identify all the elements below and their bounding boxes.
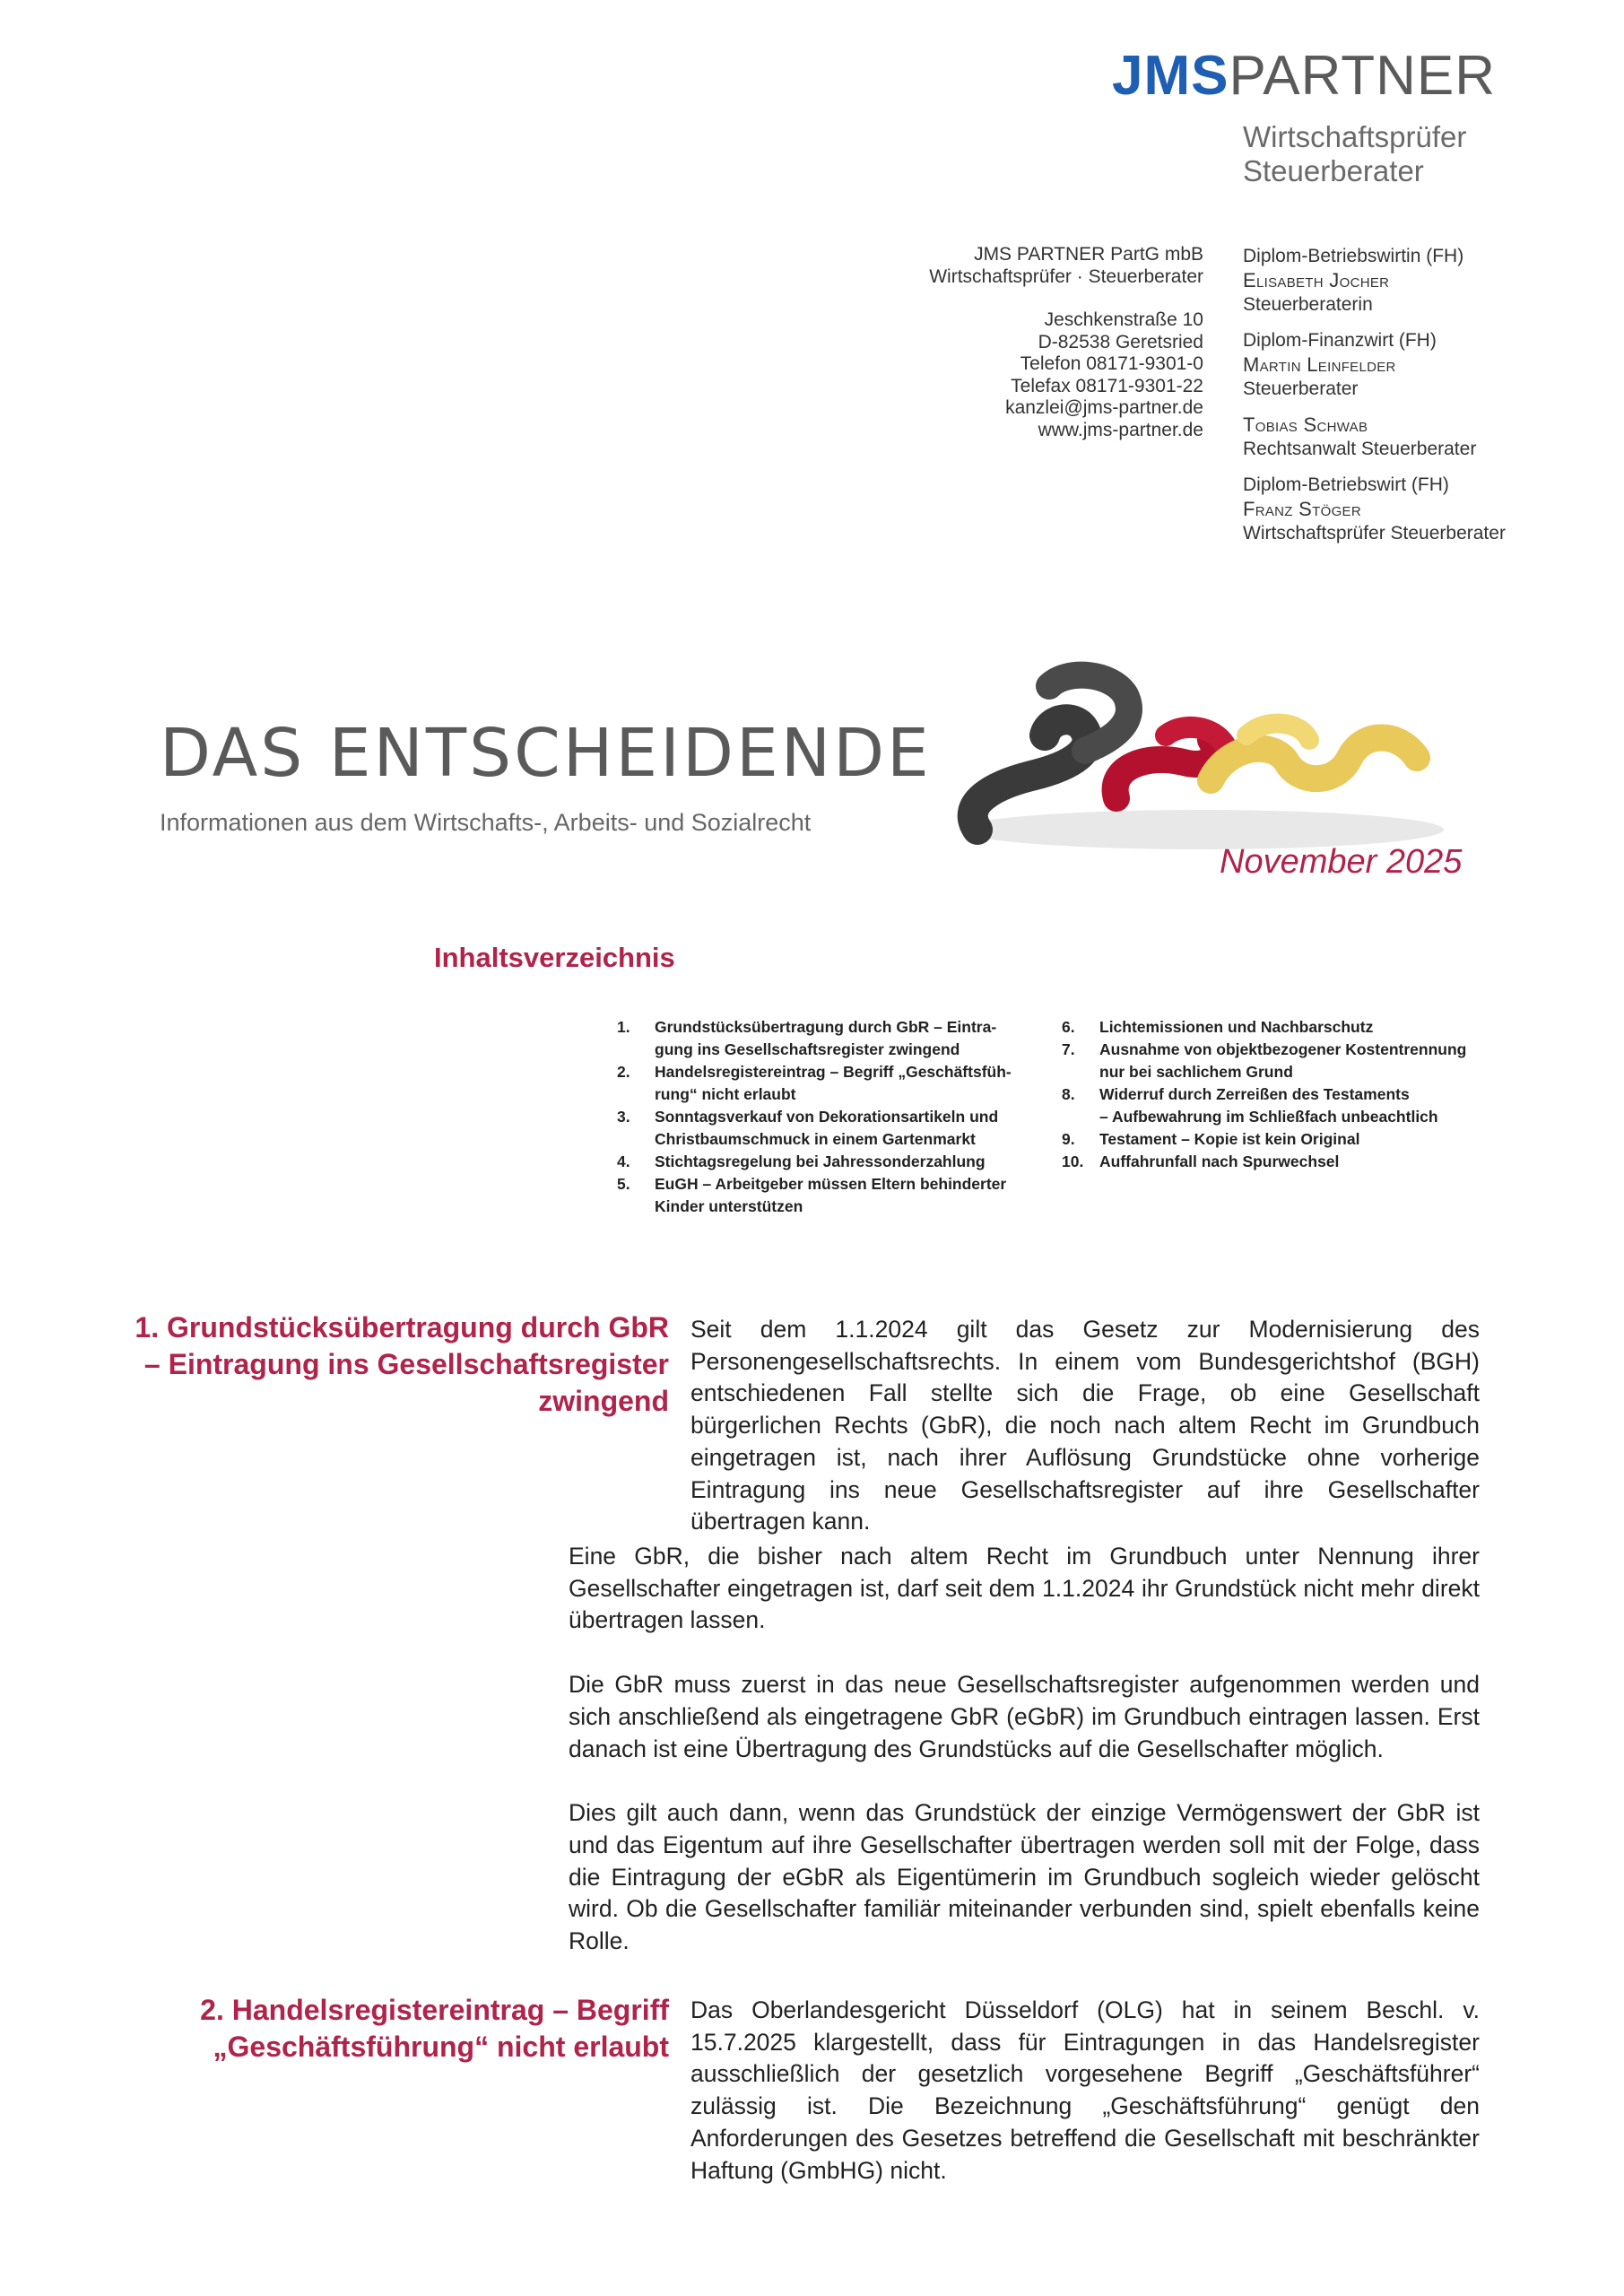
partner-degree: Diplom-Finanzwirt (FH) [1243, 330, 1437, 351]
toc-item[interactable] [617, 1016, 1029, 1061]
toc-item-text: Sonntagsverkauf von Dekorationsartikeln und [655, 1108, 999, 1126]
heading-line: zwingend [538, 1385, 669, 1417]
toc-item-text: Christbaumschmuck in einem Gartenmarkt [655, 1130, 976, 1148]
toc-item-number: 9. [1062, 1130, 1075, 1148]
office-city: D-82538 Geretsried [1038, 331, 1203, 352]
article-paragraph: Die GbR muss zuerst in das neue Gesellschaftsregister aufgenommen werden und sich anschließend als eingetragene GbR (eGbR) im Grundbuch eintragen lassen. Erst danach ist eine Übertragung des Grundstücks auf die Gesellschafter möglich. [569, 1671, 1480, 1762]
toc-item[interactable] [617, 1106, 1029, 1151]
toc-item-text: – Aufbewahrung im Schließfach unbeachtlich [1099, 1108, 1438, 1126]
toc-item-number: 8. [1062, 1085, 1075, 1103]
toc-item-text: Grundstücksübertragung durch GbR – Eintra- [655, 1018, 997, 1036]
article-paragraph: Das Oberlandesgericht Düsseldorf (OLG) hat in seinem Beschl. v. 15.7.2025 klargestellt, dass für Eintragungen in das Handelsregister ausschließlich der gesetzlich vorgesehene Begriff „Geschäftsführer“ zulässig ist. Die Bezeichnung „Geschäftsführung“ genügt den Anforderungen des Gesetzes betreffend die Gesellschaft mit beschränkter Haftung (GmbHG) nicht. [690, 1996, 1480, 2184]
paragraph-symbol-black [973, 675, 1129, 830]
partner-role: Steuerberater [1243, 378, 1359, 399]
article-1-intro [690, 1314, 1480, 1538]
heading-line: „Geschäftsführung“ nicht erlaubt [213, 2031, 669, 2063]
toc-item[interactable] [617, 1151, 1029, 1173]
office-firm-sub: Wirtschaftsprüfer · Steuerberater [929, 265, 1203, 287]
toc-item-number: 6. [1062, 1018, 1075, 1036]
office-website[interactable]: www.jms-partner.de [1038, 419, 1203, 440]
toc-item-text: Ausnahme von objektbezogener Kostentrennung [1099, 1040, 1467, 1058]
office-street: Jeschkenstraße 10 [1044, 309, 1203, 330]
logo-jms: JMS [1112, 45, 1229, 107]
toc-item-text: Kinder unterstützen [655, 1197, 803, 1215]
toc-title: Inhaltsverzeichnis [434, 942, 675, 973]
toc-item-text: Auffahrunfall nach Spurwechsel [1099, 1152, 1340, 1170]
partner-entry [1243, 244, 1506, 317]
toc-item[interactable] [1062, 1083, 1492, 1128]
toc-item-text: gung ins Gesellschaftsregister zwingend [655, 1040, 960, 1058]
toc-item-number: 5. [617, 1175, 630, 1193]
partner-role: Steuerberaterin [1243, 294, 1373, 315]
article-paragraph: Eine GbR, die bisher nach altem Recht im Grundbuch unter Nennung ihrer Gesellschafter eingetragen ist, darf seit dem 1.1.2024 ihr Grundstück nicht mehr direkt übertragen lassen. [569, 1543, 1480, 1634]
partner-name: Tobias Schwab [1243, 413, 1368, 436]
article-1-body [569, 1541, 1480, 1958]
paragraph-symbols-illustration [942, 650, 1462, 865]
logo-tagline [1243, 120, 1466, 188]
office-contact [929, 244, 1203, 441]
toc-item[interactable] [1062, 1016, 1492, 1039]
company-logo [1112, 47, 1496, 106]
paragraph-symbol-gold [1211, 724, 1417, 780]
toc-item[interactable] [1062, 1151, 1492, 1173]
logo-partner: PARTNER [1229, 45, 1497, 107]
article-paragraph: Seit dem 1.1.2024 gilt das Gesetz zur Modernisierung des Personengesellschaftsrechts. In einem vom Bundesgerichtshof (BGH) entschiedenen Fall stellte sich die Frage, ob eine Gesellschaft bürgerlichen Rechts (GbR), die noch nach altem Recht im Grundbuch eingetragen ist, nach ihrer Auflösung Grundstücke ohne vorherige Eintragung ins neue Gesellschaftsregister auf ihre Gesellschafter übertragen kann. [690, 1316, 1480, 1535]
heading-line: 2. Handelsregistereintrag – Begriff [200, 1994, 669, 2026]
office-phone: Telefon 08171-9301-0 [1020, 353, 1203, 374]
article-2-body [690, 1995, 1480, 2187]
toc-item-text: Testament – Kopie ist kein Original [1099, 1130, 1360, 1148]
toc-item-text: Handelsregistereintrag – Begriff „Geschäftsfüh- [655, 1063, 1012, 1081]
toc-item[interactable] [617, 1173, 1029, 1218]
toc-item-text: rung“ nicht erlaubt [655, 1085, 796, 1103]
partner-list [1243, 244, 1506, 557]
partner-name: Elisabeth Jocher [1243, 269, 1390, 291]
office-fax: Telefax 08171-9301-22 [1011, 375, 1203, 396]
toc-item[interactable] [1062, 1128, 1492, 1151]
toc-item-number: 10. [1062, 1152, 1084, 1170]
newsletter-title: DAS ENTSCHEIDENDE [160, 715, 932, 792]
article-1-heading [135, 1309, 669, 1420]
partner-degree: Diplom-Betriebswirtin (FH) [1243, 246, 1464, 266]
toc-item-number: 7. [1062, 1040, 1075, 1058]
toc-item-text: EuGH – Arbeitgeber müssen Eltern behinderter [655, 1175, 1007, 1193]
partner-role: Wirtschaftsprüfer Steuerberater [1243, 523, 1506, 544]
toc-column-right [1062, 1016, 1492, 1173]
heading-line: 1. Grundstücksübertragung durch GbR [135, 1311, 669, 1344]
partner-name: Martin Leinfelder [1243, 353, 1396, 376]
toc-item[interactable] [617, 1061, 1029, 1106]
toc-item-number: 2. [617, 1063, 630, 1081]
partner-entry [1243, 473, 1506, 545]
newsletter-subtitle: Informationen aus dem Wirtschafts-, Arbeits- und Sozialrecht [160, 809, 812, 836]
tagline-line-1: Wirtschaftsprüfer [1243, 120, 1467, 153]
toc-item-text: nur bei sachlichem Grund [1099, 1063, 1293, 1081]
tagline-line-2: Steuerberater [1243, 154, 1424, 187]
toc-column-left [617, 1016, 1029, 1218]
toc-item-text: Widerruf durch Zerreißen des Testaments [1099, 1085, 1410, 1103]
toc-item-number: 4. [617, 1152, 630, 1170]
partner-degree: Diplom-Betriebswirt (FH) [1243, 474, 1449, 495]
office-firm: JMS PARTNER PartG mbB [974, 244, 1203, 265]
toc-item-text: Stichtagsregelung bei Jahressonderzahlung [655, 1152, 986, 1170]
article-2-heading [135, 1992, 669, 2066]
partner-name: Franz Stöger [1243, 498, 1361, 520]
toc-item-number: 3. [617, 1108, 630, 1126]
toc-item-number: 1. [617, 1018, 630, 1036]
partner-entry [1243, 413, 1506, 461]
office-email[interactable]: kanzlei@jms-partner.de [1005, 397, 1203, 418]
partner-role: Rechtsanwalt Steuerberater [1243, 439, 1477, 459]
toc-item[interactable] [1062, 1039, 1492, 1083]
partner-entry [1243, 328, 1506, 401]
heading-line: – Eintragung ins Gesellschaftsregister [143, 1348, 669, 1380]
toc-item-text: Lichtemissionen und Nachbarschutz [1099, 1018, 1374, 1036]
issue-date: November 2025 [1220, 843, 1463, 881]
article-paragraph: Dies gilt auch dann, wenn das Grundstück der einzige Vermögenswert der GbR ist und das Eigentum auf ihre Gesellschafter übertragen werden soll mit der Folge, dass die Eintragung der eGbR als Eigentümerin im Grundbuch sogleich wieder gelöscht wird. Ob die Gesellschafter familiär miteinander verbunden sind, spielt ebenfalls keine Rolle. [569, 1799, 1480, 1955]
